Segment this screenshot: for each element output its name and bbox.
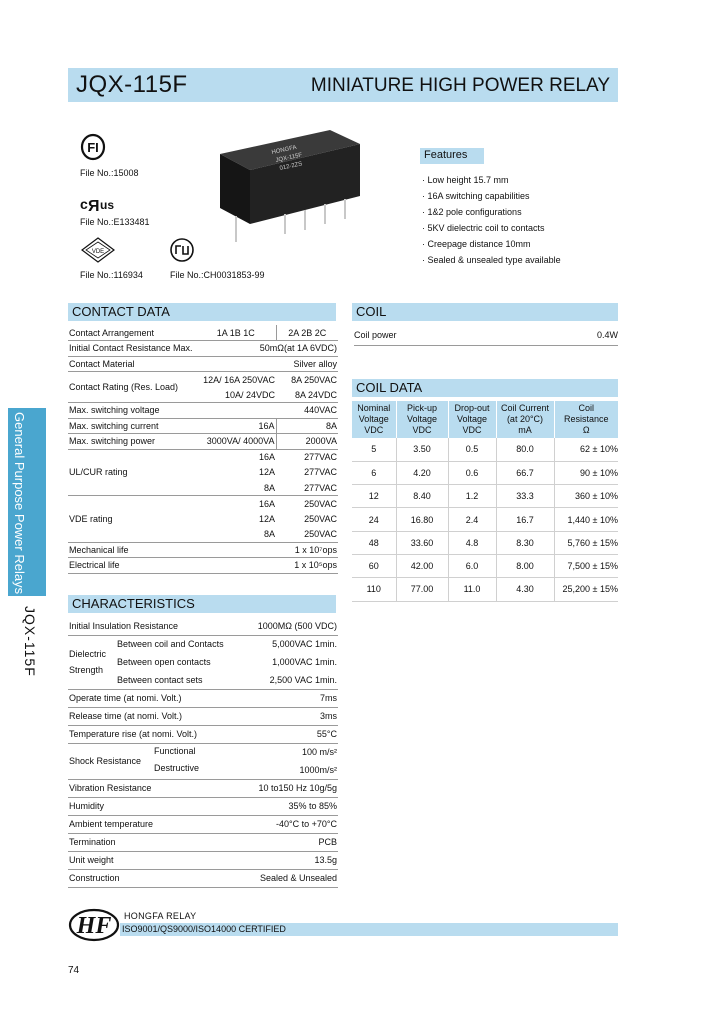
- table-cell: 6.0: [448, 554, 496, 577]
- table-cell: 4.8: [448, 531, 496, 554]
- table-cell: 360 ± 10%: [554, 485, 618, 508]
- table-row: [68, 542, 338, 558]
- row-value: 250VAC: [304, 498, 337, 509]
- table-row: [68, 689, 338, 707]
- coil-heading: COIL: [352, 303, 618, 321]
- relay-label-line2: JQX-115F: [275, 152, 303, 164]
- row-value: 1 x 10⁵ops: [294, 560, 337, 571]
- svg-text:Я: Я: [88, 198, 100, 214]
- table-cell: 8.00: [496, 554, 554, 577]
- vde-cert-icon: [80, 236, 116, 264]
- table-row: [68, 496, 338, 512]
- svg-text:c: c: [80, 196, 88, 212]
- row-value: Silver alloy: [293, 358, 337, 369]
- coil-data-table: [352, 401, 618, 602]
- row-label: Operate time (at nomi. Volt.): [69, 693, 182, 703]
- row-value: 3ms: [319, 711, 337, 721]
- table-row: [68, 434, 338, 450]
- row-label: Strength: [69, 665, 104, 675]
- row-value: 8A 250VAC: [291, 374, 337, 385]
- table-row: [68, 851, 338, 869]
- table-row: [68, 725, 338, 743]
- table-row: [68, 779, 338, 797]
- page-title: MINIATURE HIGH POWER RELAY: [310, 75, 610, 96]
- table-cell: 8.40: [396, 485, 448, 508]
- feature-item: · 1&2 pole configurations: [422, 204, 561, 220]
- row-label: Max. switching current: [69, 420, 159, 431]
- row-label: Contact Material: [69, 358, 135, 369]
- row-value: 10A/ 24VDC: [224, 389, 275, 400]
- row-sublabel: Destructive: [154, 763, 200, 773]
- table-row: [68, 558, 338, 574]
- column-header: Pick-up Voltage VDC: [396, 401, 448, 438]
- row-value: 250VAC: [304, 529, 337, 539]
- table-cell: 77.00: [396, 578, 448, 601]
- table-cell: 60: [352, 554, 396, 577]
- table-cell: 62 ± 10%: [554, 438, 618, 461]
- shock-subrow: [154, 743, 338, 761]
- row-value: 277VAC: [304, 482, 337, 493]
- table-cell: 12: [352, 485, 396, 508]
- certification-banner: ISO9001/QS9000/ISO14000 CERTIFIED: [120, 923, 618, 936]
- table-row: [68, 869, 338, 887]
- table-row: [352, 485, 618, 508]
- table-header-row: [352, 401, 618, 438]
- row-label: Initial Insulation Resistance: [69, 620, 179, 631]
- row-label: Vibration Resistance: [69, 783, 152, 793]
- fi-cert-icon: [80, 133, 106, 161]
- row-value: 1A 1B 1C: [216, 327, 255, 338]
- coil-power-row: [354, 330, 618, 346]
- feature-item: · Creepage distance 10mm: [422, 236, 561, 252]
- contact-data-heading: CONTACT DATA: [68, 303, 336, 321]
- row-value: 16A: [258, 452, 275, 462]
- row-value: 16A: [258, 420, 275, 431]
- table-cell: 110: [352, 578, 396, 601]
- table-row: [68, 356, 338, 372]
- svg-text:us: us: [100, 198, 115, 212]
- svg-text:HF: HF: [76, 913, 112, 939]
- characteristics-heading: CHARACTERISTICS: [68, 595, 336, 613]
- row-label: UL/CUR rating: [68, 449, 196, 496]
- table-row: [68, 797, 338, 815]
- company-name: HONGFA RELAY: [124, 911, 197, 921]
- column-header: Coil Resistance Ω: [554, 401, 618, 438]
- table-cell: 1,440 ± 10%: [554, 508, 618, 531]
- table-cell: 16.80: [396, 508, 448, 531]
- shock-subrow: [154, 761, 338, 779]
- row-label: Release time (at nomi. Volt.): [69, 711, 183, 721]
- table-cell: 3.50: [396, 438, 448, 461]
- table-row: [68, 617, 338, 635]
- table-row: [68, 372, 338, 388]
- table-cell: 90 ± 10%: [554, 461, 618, 484]
- row-value: 12A: [258, 513, 275, 524]
- row-value: 2000VA: [276, 434, 338, 450]
- table-row: [68, 449, 338, 465]
- relay-label-line3: 012-2ZS: [279, 161, 303, 172]
- row-label: VDE rating: [68, 496, 196, 543]
- row-label: Coil power: [354, 330, 397, 340]
- features-heading: Features: [420, 148, 484, 164]
- column-header: Coil Current (at 20°C) mA: [496, 401, 554, 438]
- row-label: Max. switching power: [69, 436, 156, 447]
- row-label: Max. switching voltage: [69, 405, 160, 416]
- table-cell: 33.3: [496, 485, 554, 508]
- table-cell: 24: [352, 508, 396, 531]
- table-cell: 7,500 ± 15%: [554, 554, 618, 577]
- fi-file-no: File No.:15008: [80, 168, 139, 178]
- table-row: [68, 325, 338, 341]
- row-value: 1 x 10⁷ops: [294, 544, 337, 555]
- table-row: [352, 578, 618, 601]
- row-label: Shock Resistance: [69, 756, 142, 766]
- ul-file-no: File No.:E133481: [80, 217, 150, 227]
- row-label: Termination: [69, 837, 116, 847]
- row-value: 8A: [263, 529, 275, 539]
- table-row: [352, 554, 618, 577]
- table-cell: 11.0: [448, 578, 496, 601]
- relay-label-line1: HONGFA: [271, 144, 298, 156]
- row-value: 7ms: [319, 693, 337, 703]
- row-label: Temperature rise (at nomi. Volt.): [69, 729, 198, 739]
- relay-product-image: [212, 124, 362, 248]
- svg-text:VDE: VDE: [91, 249, 105, 255]
- table-cell: 2.4: [448, 508, 496, 531]
- table-cell: 25,200 ± 15%: [554, 578, 618, 601]
- table-cell: 6: [352, 461, 396, 484]
- table-cell: 33.60: [396, 531, 448, 554]
- coil-data-heading: COIL DATA: [352, 379, 618, 397]
- cqc-cert-icon: [168, 236, 196, 264]
- row-label: Dielectric: [69, 649, 107, 659]
- row-value: 50mΩ(at 1A 6VDC): [259, 343, 337, 354]
- row-label: Contact Rating (Res. Load): [68, 372, 196, 403]
- feature-item: · Low height 15.7 mm: [422, 172, 561, 188]
- table-row: [68, 403, 338, 419]
- row-value: 8A: [276, 418, 338, 434]
- table-cell: 5: [352, 438, 396, 461]
- table-cell: 4.30: [496, 578, 554, 601]
- table-row: [352, 531, 618, 554]
- row-value: 5,000VAC 1min.: [272, 639, 337, 650]
- row-label: Electrical life: [69, 560, 120, 571]
- row-value: 100 m/s²: [301, 747, 337, 758]
- vde-file-no: File No.:116934: [80, 270, 143, 280]
- row-label: Ambient temperature: [69, 819, 154, 829]
- table-row: [352, 461, 618, 484]
- row-label: Humidity: [69, 801, 105, 811]
- row-sublabel: Functional: [154, 745, 196, 756]
- column-header: Nominal Voltage VDC: [352, 401, 396, 438]
- row-value: 13.5g: [314, 855, 337, 865]
- row-value: Sealed & Unsealed: [259, 873, 337, 883]
- row-value: 0.4W: [596, 330, 618, 340]
- feature-item: · 16A switching capabilities: [422, 188, 561, 204]
- row-value: 35% to 85%: [288, 801, 337, 811]
- row-value: 250VAC: [304, 513, 337, 524]
- page-number: 74: [68, 965, 80, 976]
- row-value: 1000MΩ (500 VDC): [257, 620, 337, 631]
- row-label: Initial Contact Resistance Max.: [69, 343, 193, 354]
- row-sublabel: Between coil and Contacts: [117, 639, 224, 650]
- characteristics-table: [68, 617, 338, 888]
- table-cell: 4.20: [396, 461, 448, 484]
- row-value: 277VAC: [304, 467, 337, 478]
- table-cell: 8.30: [496, 531, 554, 554]
- table-row: [68, 635, 338, 653]
- table-cell: 80.0: [496, 438, 554, 461]
- row-value: -40°C to +70°C: [276, 819, 337, 829]
- table-cell: 16.7: [496, 508, 554, 531]
- svg-text:FI: FI: [87, 140, 99, 155]
- row-label: Mechanical life: [69, 544, 129, 555]
- row-value: 8A 24VDC: [294, 389, 337, 400]
- row-value: 1000m/s²: [299, 764, 337, 775]
- cqc-file-no: File No.:CH0031853-99: [170, 270, 265, 280]
- table-row: [68, 833, 338, 851]
- table-cell: 5,760 ± 15%: [554, 531, 618, 554]
- feature-item: · Sealed & unsealed type available: [422, 252, 561, 268]
- row-value: 55°C: [316, 729, 337, 739]
- side-category-label: General Purpose Power Relays: [12, 412, 27, 595]
- title-bar: [68, 68, 618, 102]
- row-value: 440VAC: [304, 405, 337, 416]
- contact-data-table: [68, 325, 338, 574]
- row-value: 1,000VAC 1min.: [272, 657, 337, 667]
- hongfa-logo-icon: [68, 907, 120, 943]
- row-label: Construction: [69, 873, 120, 883]
- table-row: [352, 508, 618, 531]
- row-value: 12A: [258, 467, 275, 478]
- table-cell: 1.2: [448, 485, 496, 508]
- table-cell: 0.5: [448, 438, 496, 461]
- cul-us-cert-icon: [80, 190, 120, 214]
- row-value: 8A: [263, 482, 275, 493]
- row-value: 2,500 VAC 1min.: [269, 674, 337, 685]
- table-row: [68, 707, 338, 725]
- feature-item: · 5KV dielectric coil to contacts: [422, 220, 561, 236]
- row-value: 16A: [258, 498, 275, 509]
- row-value: 3000VA/ 4000VA: [206, 436, 275, 447]
- table-cell: 66.7: [496, 461, 554, 484]
- column-header: Drop-out Voltage VDC: [448, 401, 496, 438]
- model-title: JQX-115F: [76, 71, 188, 98]
- table-cell: 0.6: [448, 461, 496, 484]
- row-value: 10 to150 Hz 10g/5g: [258, 783, 337, 793]
- dielectric-label: [68, 635, 116, 689]
- table-row: [68, 815, 338, 833]
- row-label: Contact Arrangement: [69, 327, 155, 338]
- row-value: PCB: [318, 837, 337, 847]
- row-sublabel: Between contact sets: [117, 674, 203, 685]
- row-value: 12A/ 16A 250VAC: [203, 374, 275, 385]
- row-label: Unit weight: [69, 855, 114, 865]
- table-cell: 42.00: [396, 554, 448, 577]
- table-row: [68, 743, 338, 761]
- row-sublabel: Between open contacts: [117, 657, 211, 667]
- table-row: [68, 418, 338, 434]
- row-value: 2A 2B 2C: [276, 325, 338, 341]
- table-cell: 48: [352, 531, 396, 554]
- table-row: [68, 341, 338, 357]
- row-value: 277VAC: [304, 452, 337, 462]
- row-label: [68, 743, 234, 779]
- side-model-label: JQX-115F: [22, 606, 38, 677]
- table-row: [352, 438, 618, 461]
- features-list: [422, 172, 561, 268]
